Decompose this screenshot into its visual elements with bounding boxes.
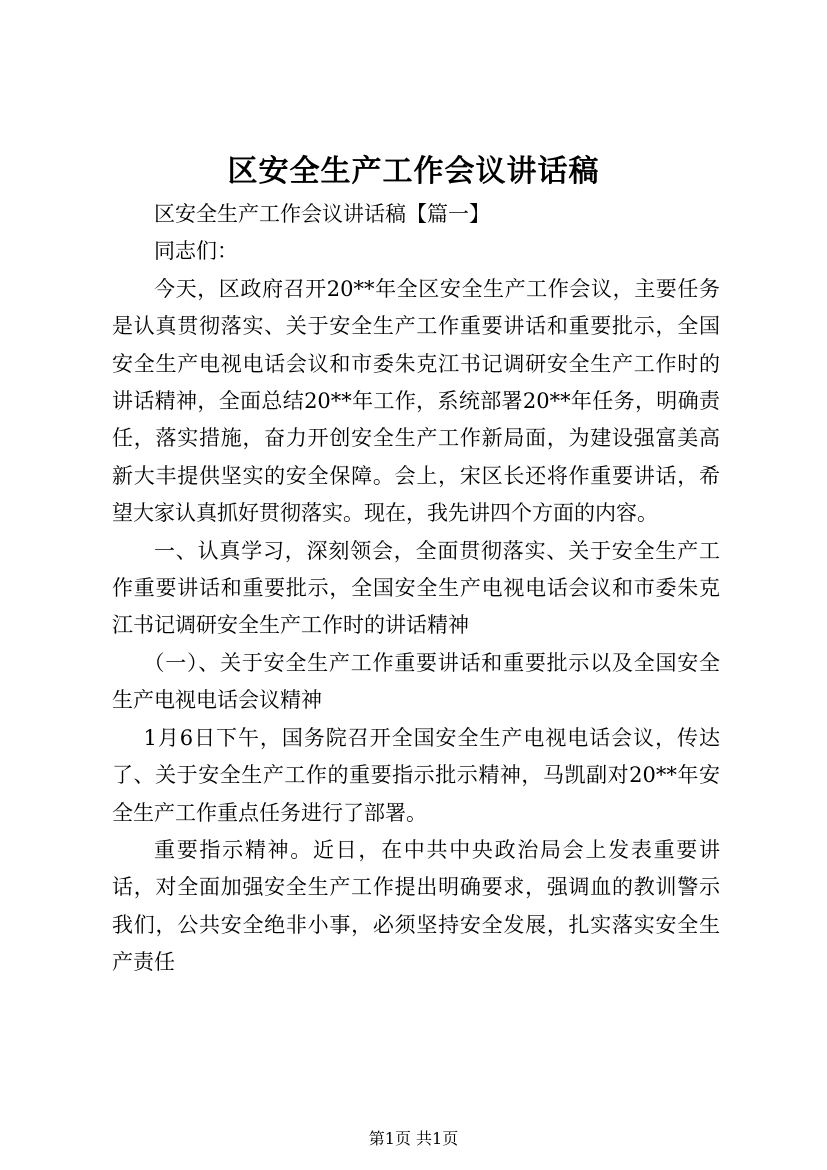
paragraph-salutation: 同志们： <box>154 239 238 264</box>
paragraph-section-one-heading: 一、认真学习，深刻领会，全面贯彻落实、关于安全生产工作重要讲话和重要批示，全国安全生产电视电话会议和市委朱克江书记调研安全生产工作时的讲话精神 <box>112 538 720 638</box>
document-title: 区安全生产工作会议讲话稿 <box>227 154 600 189</box>
page-footer: 第1页 共1页 <box>368 1129 459 1148</box>
document-body <box>112 196 720 982</box>
paragraph-meeting-summary: 1月6日下午，国务院召开全国安全生产电视电话会议，传达了、关于安全生产工作的重要指示批示精神，马凯副对20**年安全生产工作重点任务进行了部署。 <box>112 725 720 825</box>
paragraph-intro: 今天，区政府召开20**年全区安全生产工作会议，主要任务是认真贯彻落实、关于安全生产工作重要讲话和重要批示，全国安全生产电视电话会议和市委朱克江书记调研安全生产工作时的讲话精神，全面总结20**年工作，系统部署20**年任务，明确责任，落实措施，奋力开创安全生产工作新局面，为建设强富美高新大丰提供坚实的安全保障。会上，宋区长还将作重要讲话，希望大家认真抓好贯彻落实。现在，我先讲四个方面的内容。 <box>112 276 720 526</box>
paragraph-instructions: 重要指示精神。近日，在中共中央政治局会上发表重要讲话，对全面加强安全生产工作提出明确要求，强调血的教训警示我们，公共安全绝非小事，必须坚持安全发展，扎实落实安全生产责任 <box>112 837 720 975</box>
paragraph-subsection-heading: （一）、关于安全生产工作重要讲话和重要批示以及全国安全生产电视电话会议精神 <box>112 650 720 713</box>
paragraph-subtitle: 区安全生产工作会议讲话稿【篇一】 <box>154 202 490 226</box>
